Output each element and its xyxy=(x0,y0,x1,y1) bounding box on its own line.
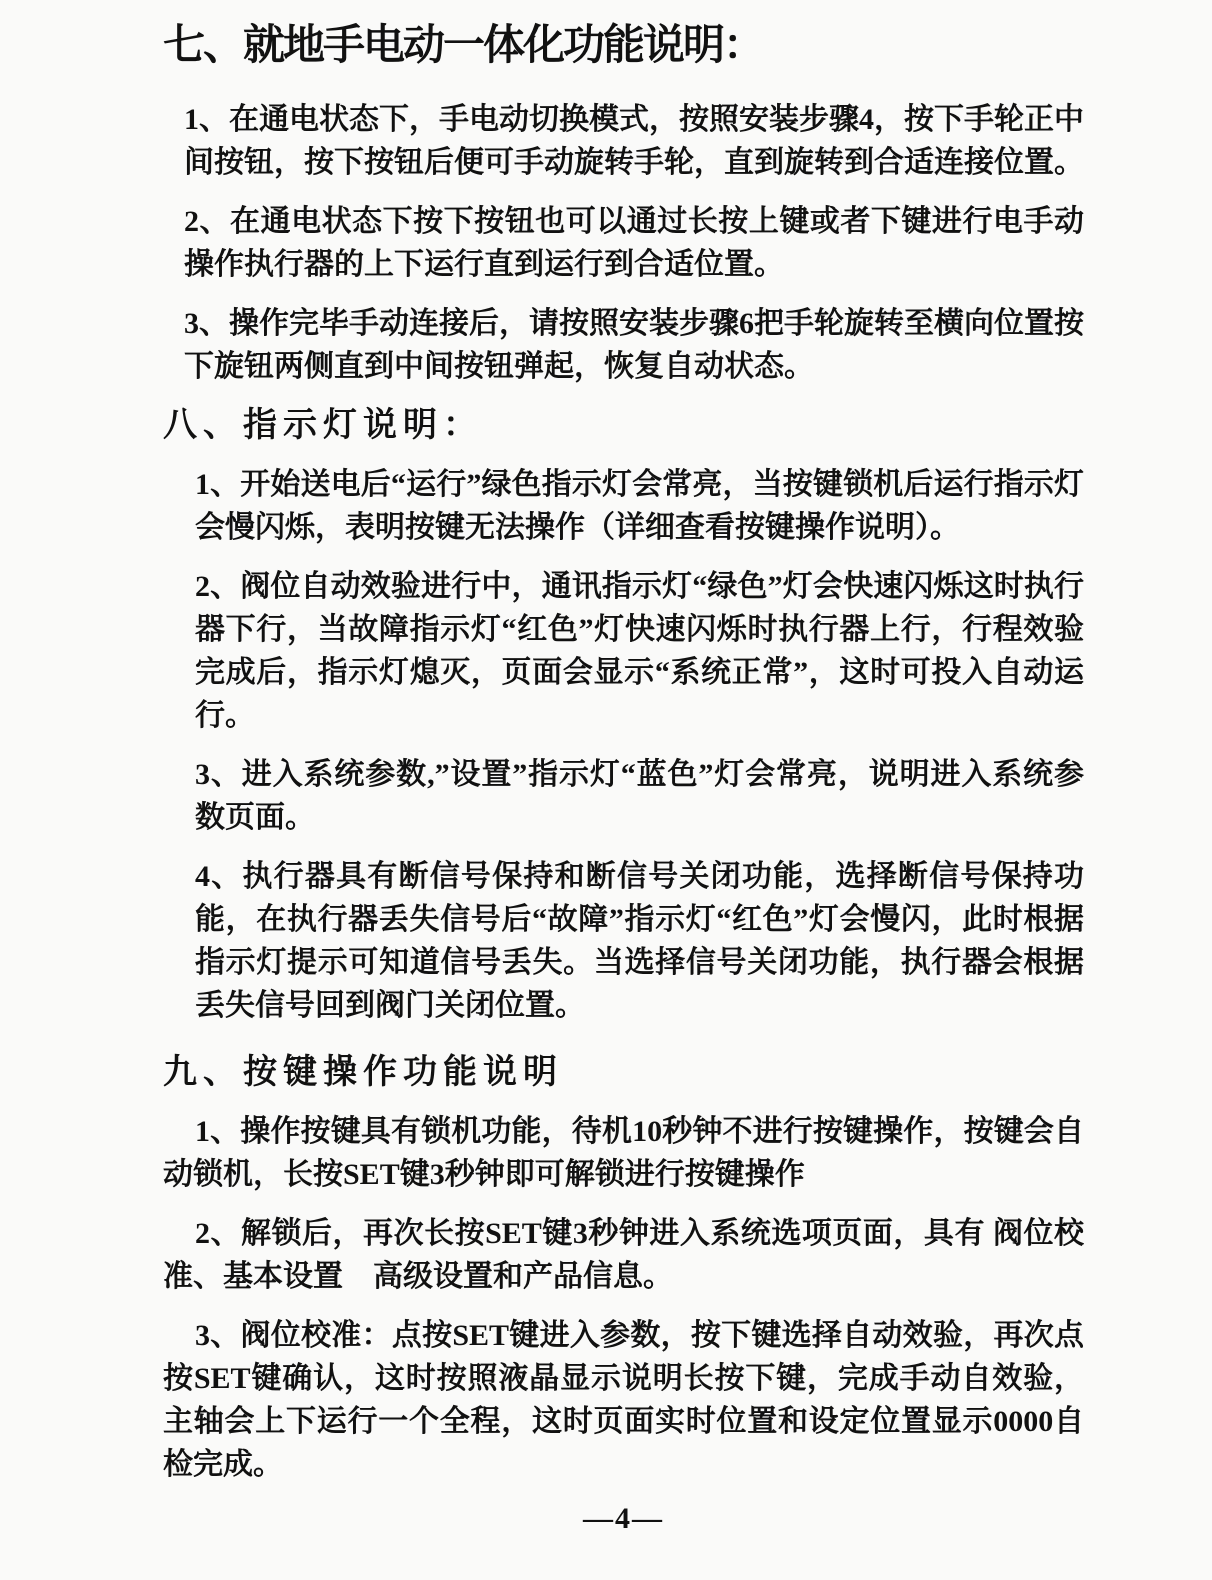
section-8-paragraph-4: 4、执行器具有断信号保持和断信号关闭功能，选择断信号保持功能，在执行器丢失信号后“故障”指示灯“红色”灯会慢闪，此时根据指示灯提示可知道信号丢失。当选择信号关闭功能，执行器会根据丢失信号回到阀门关闭位置。 xyxy=(195,860,1084,1022)
section-7-paragraph-3: 3、操作完毕手动连接后，请按照安装步骤6把手轮旋转至横向位置按下旋钮两侧直到中间按钮弹起，恢复自动状态。 xyxy=(184,307,1084,383)
section-9-paragraph-2: 2、解锁后，再次长按SET键3秒钟进入系统选项页面，具有 阀位校准、基本设置 高级设置和产品信息。 xyxy=(163,1217,1084,1293)
section-8-paragraph-2: 2、阀位自动效验进行中，通讯指示灯“绿色”灯会快速闪烁这时执行器下行，当故障指示灯“红色”灯快速闪烁时执行器上行，行程效验完成后，指示灯熄灭，页面会显示“系统正常”，这时可投入自动运行。 xyxy=(195,570,1084,732)
section-8-heading: 八、指示灯说明： xyxy=(163,407,483,444)
section-9-paragraph-3: 3、阀位校准：点按SET键进入参数，按下键选择自动效验，再次点按SET键确认，这时按照液晶显示说明长按下键，完成手动自效验，主轴会上下运行一个全程，这时页面实时位置和设定位置显示0000自检完成。 xyxy=(163,1319,1084,1481)
page-number: —4— xyxy=(583,1502,664,1535)
section-8-paragraph-3: 3、进入系统参数,”设置”指示灯“蓝色”灯会常亮，说明进入系统参数页面。 xyxy=(195,758,1084,834)
section-9-heading: 九、按键操作功能说明 xyxy=(163,1054,563,1091)
section-7-heading: 七、就地手电动一体化功能说明： xyxy=(163,23,764,69)
section-7-paragraph-1: 1、在通电状态下，手电动切换模式，按照安装步骤4，按下手轮正中间按钮，按下按钮后便可手动旋转手轮，直到旋转到合适连接位置。 xyxy=(184,103,1084,179)
section-7-paragraph-2: 2、在通电状态下按下按钮也可以通过长按上键或者下键进行电手动操作执行器的上下运行直到运行到合适位置。 xyxy=(184,205,1084,281)
section-9-paragraph-1: 1、操作按键具有锁机功能，待机10秒钟不进行按键操作，按键会自动锁机，长按SET键3秒钟即可解锁进行按键操作 xyxy=(163,1115,1084,1191)
section-8-paragraph-1: 1、开始送电后“运行”绿色指示灯会常亮，当按键锁机后运行指示灯会慢闪烁，表明按键无法操作（详细查看按键操作说明）。 xyxy=(195,468,1084,544)
